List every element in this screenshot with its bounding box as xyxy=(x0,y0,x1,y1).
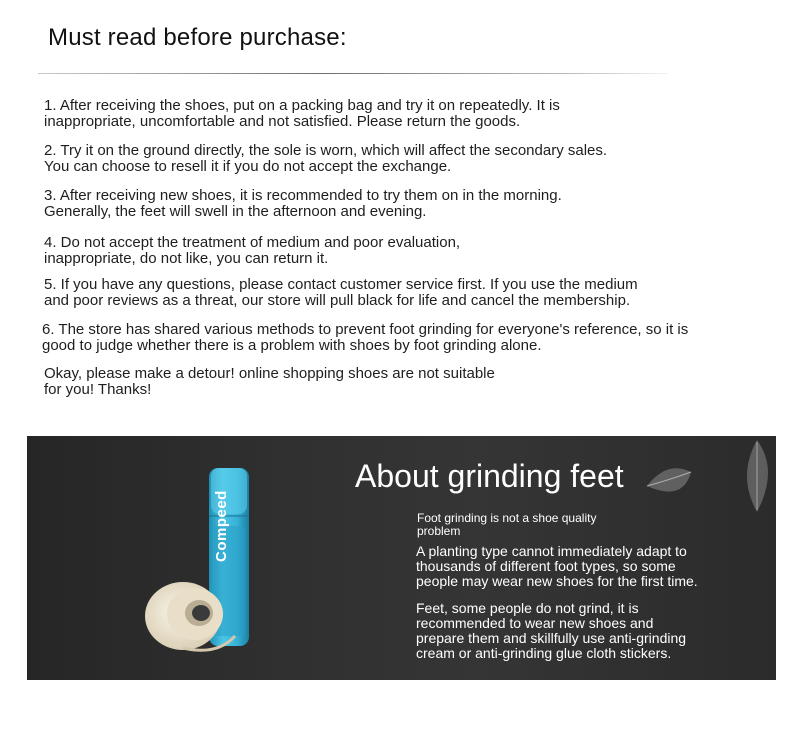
title-divider xyxy=(38,73,668,74)
closing-note-line-1: Okay, please make a detour! online shopping shoes are not suitable xyxy=(44,365,495,382)
grinding-feet-panel xyxy=(27,436,776,680)
notice-item-6 xyxy=(42,322,688,354)
notice-item-1-line-1: 1. After receiving the shoes, put on a packing bag and try it on repeatedly. It is xyxy=(44,97,560,114)
panel-subheading-line-1: Foot grinding is not a shoe quality xyxy=(417,511,597,525)
panel-subheading-line-2: problem xyxy=(417,524,461,538)
product-image xyxy=(27,436,357,680)
notice-item-2 xyxy=(44,143,607,175)
notice-item-3-line-1: 3. After receiving new shoes, it is recommended to try them on in the morning. xyxy=(44,187,562,204)
notice-item-5 xyxy=(44,277,638,309)
notice-item-5-line-2: and poor reviews as a threat, our store will pull black for life and cancel the membership. xyxy=(44,292,631,309)
leaf-icon xyxy=(727,436,776,516)
product-brand-label: Compeed xyxy=(213,490,230,562)
notice-item-6-line-1: 6. The store has shared various methods to prevent foot grinding for everyone's reference, so it is xyxy=(42,321,689,338)
notice-item-3 xyxy=(44,188,562,220)
notice-item-1-line-2: inappropriate, uncomfortable and not satisfied. Please return the goods. xyxy=(44,113,521,130)
notice-item-2-line-2: You can choose to resell it if you do not accept the exchange. xyxy=(44,158,452,175)
notice-item-2-line-1: 2. Try it on the ground directly, the sole is worn, which will affect the secondary sales. xyxy=(44,142,608,159)
panel-subheading xyxy=(417,512,596,538)
panel-paragraph-2-line-1: Feet, some people do not grind, it is xyxy=(416,600,639,616)
notice-item-1 xyxy=(44,98,560,130)
panel-paragraph-2-line-2: recommended to wear new shoes and xyxy=(416,615,654,631)
panel-paragraph-2-line-4: cream or anti-grinding glue cloth stickers. xyxy=(416,645,672,661)
notice-item-4-line-1: 4. Do not accept the treatment of medium and poor evaluation, xyxy=(44,234,461,251)
panel-paragraph-1 xyxy=(416,544,698,589)
panel-paragraph-2 xyxy=(416,601,686,661)
notice-item-4-line-2: inappropriate, do not like, you can return it. xyxy=(44,250,329,267)
page-title: Must read before purchase: xyxy=(48,24,347,51)
notice-item-6-line-2: good to judge whether there is a problem with shoes by foot grinding alone. xyxy=(42,337,542,354)
panel-heading: About grinding feet xyxy=(355,458,624,494)
notice-item-5-line-1: 5. If you have any questions, please contact customer service first. If you use the medium xyxy=(44,276,638,293)
notice-item-3-line-2: Generally, the feet will swell in the afternoon and evening. xyxy=(44,203,427,220)
closing-note-line-2: for you! Thanks! xyxy=(44,381,152,398)
leaf-icon xyxy=(639,456,699,516)
panel-paragraph-1-line-2: thousands of different foot types, so some xyxy=(416,558,676,574)
panel-paragraph-1-line-1: A planting type cannot immediately adapt to xyxy=(416,543,687,559)
panel-paragraph-1-line-3: people may wear new shoes for the first time. xyxy=(416,573,698,589)
closing-note xyxy=(44,366,495,398)
notice-item-4 xyxy=(44,235,460,267)
panel-paragraph-2-line-3: prepare them and skillfully use anti-grinding xyxy=(416,630,687,646)
